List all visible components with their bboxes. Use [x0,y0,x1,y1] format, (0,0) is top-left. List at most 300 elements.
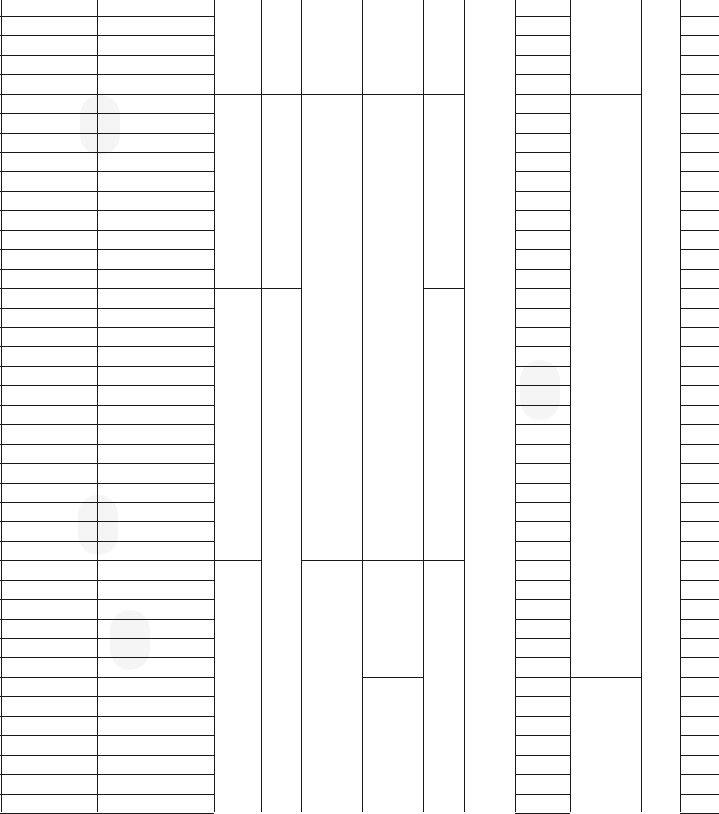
catalog-number-cell [0,327,97,346]
column-divider [680,0,681,812]
row-divider [680,444,719,445]
blank-cell [680,269,719,288]
catalog-number-cell [0,153,97,172]
row-divider [97,210,214,211]
row-divider [515,735,570,736]
row-divider [0,521,97,522]
blank-cell [680,541,719,560]
row-divider [0,463,97,464]
merged-cell [214,561,261,814]
row-divider [0,16,97,17]
row-divider [515,638,570,639]
row-divider [515,16,570,17]
column-divider [641,0,642,812]
row-divider [0,308,97,309]
row-divider [0,269,97,270]
row-divider [680,230,719,231]
blank-cell [680,580,719,599]
row-divider [515,580,570,581]
group-divider [423,560,464,561]
blank-cell [680,619,719,638]
catalog-number-cell [0,308,97,327]
blank-cell [680,697,719,716]
table-left-border [1,0,2,812]
group-divider [97,560,214,561]
row-divider [680,580,719,581]
catalog-number-cell [0,736,97,755]
value-cell [515,36,570,55]
blank-cell [680,736,719,755]
row-divider [0,444,97,445]
row-divider [97,755,214,756]
blank-cell [680,794,719,813]
blank-cell [680,172,719,191]
row-divider [515,794,570,795]
catalog-number-cell [0,677,97,696]
row-divider [680,133,719,134]
row-divider [0,113,97,114]
row-divider [97,541,214,542]
group-divider [301,560,362,561]
row-divider [97,424,214,425]
row-divider [680,541,719,542]
group-divider [423,288,464,289]
catalog-number-cell [0,366,97,385]
blank-cell [680,133,719,152]
row-divider [97,463,214,464]
row-divider [0,774,97,775]
catalog-number-cell [0,55,97,74]
row-divider [0,230,97,231]
row-divider [680,502,719,503]
blank-cell [680,230,719,249]
row-divider [97,774,214,775]
catalog-number-cell [0,483,97,502]
row-divider [97,249,214,250]
column-divider [423,0,424,812]
catalog-number-cell [0,133,97,152]
row-divider [515,385,570,386]
row-divider [680,696,719,697]
row-divider [97,657,214,658]
row-divider [0,638,97,639]
row-divider [680,405,719,406]
row-divider [0,210,97,211]
row-divider [97,385,214,386]
group-divider [362,560,423,561]
merged-cell [570,0,641,94]
row-divider [97,113,214,114]
row-divider [97,405,214,406]
group-divider [261,94,301,95]
row-divider [0,327,97,328]
catalog-number-cell [0,94,97,113]
row-divider [680,74,719,75]
blank-cell [680,405,719,424]
model-cell [97,75,214,94]
row-divider [680,346,719,347]
catalog-number-cell [0,600,97,619]
catalog-number-cell [0,775,97,794]
catalog-number-cell [0,36,97,55]
catalog-number-cell [0,269,97,288]
group-divider [515,94,570,95]
column-divider [515,0,516,812]
row-divider [680,638,719,639]
blank-cell [680,425,719,444]
blank-cell [680,16,719,35]
row-divider [515,483,570,484]
column-divider [97,0,98,812]
row-divider [0,133,97,134]
row-divider [680,599,719,600]
catalog-number-cell [0,191,97,210]
row-divider [515,230,570,231]
catalog-number-cell [0,697,97,716]
row-divider [0,55,97,56]
catalog-number-cell [0,289,97,308]
row-divider [515,346,570,347]
row-divider [0,657,97,658]
row-divider [0,35,97,36]
blank-cell [680,483,719,502]
row-divider [0,191,97,192]
row-divider [515,502,570,503]
row-divider [515,657,570,658]
blank-cell [680,94,719,113]
merged-cell [423,289,464,561]
group-divider [423,94,464,95]
column-divider [570,0,571,812]
row-divider [515,677,570,678]
merged-cell [570,94,641,677]
blank-cell [680,289,719,308]
catalog-number-cell [0,211,97,230]
blank-cell [680,386,719,405]
row-divider [515,619,570,620]
row-divider [515,541,570,542]
row-divider [680,677,719,678]
row-divider [0,249,97,250]
row-divider [97,677,214,678]
merged-cell [362,677,423,813]
catalog-number-cell [0,541,97,560]
row-divider [0,560,97,561]
row-divider [515,308,570,309]
row-divider [0,385,97,386]
blank-cell [680,211,719,230]
value-cell [515,0,570,16]
row-divider [97,346,214,347]
catalog-number-cell [0,464,97,483]
row-divider [680,171,719,172]
catalog-number-cell [0,114,97,133]
row-divider [97,133,214,134]
merged-cell [214,289,261,561]
merged-cell [261,289,301,814]
group-divider [97,288,214,289]
row-divider [97,599,214,600]
blank-cell [680,716,719,735]
catalog-number-cell [0,639,97,658]
row-divider [0,405,97,406]
group-divider [97,94,214,95]
row-divider [680,55,719,56]
row-divider [680,735,719,736]
row-divider [97,308,214,309]
catalog-number-cell [0,522,97,541]
catalog-number-cell [0,172,97,191]
row-divider [97,521,214,522]
row-divider [680,191,719,192]
row-divider [680,657,719,658]
blank-cell [680,775,719,794]
row-divider [515,560,570,561]
blank-cell [680,250,719,269]
row-divider [97,696,214,697]
row-divider [97,35,214,36]
row-divider [680,113,719,114]
row-divider [515,133,570,134]
group-divider [301,94,362,95]
blank-cell [680,191,719,210]
row-divider [680,210,719,211]
model-cell [97,0,214,16]
row-divider [97,230,214,231]
merged-cell [214,94,261,288]
blank-cell [680,677,719,696]
row-divider [680,424,719,425]
row-divider [680,619,719,620]
value-cell [515,75,570,94]
row-divider [680,94,719,95]
row-divider [0,424,97,425]
row-divider [97,171,214,172]
row-divider [0,94,97,95]
group-divider [570,677,641,678]
row-divider [680,327,719,328]
merged-cell [301,561,362,814]
blank-cell [680,464,719,483]
catalog-number-cell [0,619,97,638]
row-divider [0,696,97,697]
column-divider [214,0,215,812]
row-divider [97,55,214,56]
row-divider [515,171,570,172]
row-divider [97,74,214,75]
group-divider [570,94,641,95]
row-divider [515,113,570,114]
row-divider [97,619,214,620]
blank-cell [680,444,719,463]
catalog-number-cell [0,0,97,16]
row-divider [97,580,214,581]
row-divider [515,424,570,425]
row-divider [680,269,719,270]
merged-cell [423,561,464,814]
model-cell [97,16,214,35]
catalog-number-cell [0,794,97,813]
row-divider [97,638,214,639]
row-divider [515,269,570,270]
row-divider [97,16,214,17]
merged-cell [423,94,464,288]
catalog-number-cell [0,425,97,444]
group-divider [214,94,261,95]
row-divider [0,288,97,289]
row-divider [515,599,570,600]
row-divider [0,794,97,795]
row-divider [0,599,97,600]
catalog-number-cell [0,502,97,521]
row-divider [515,55,570,56]
row-divider [97,735,214,736]
row-divider [0,346,97,347]
column-divider [464,0,465,812]
row-divider [515,716,570,717]
catalog-number-cell [0,716,97,735]
row-divider [0,366,97,367]
row-divider [680,560,719,561]
row-divider [515,366,570,367]
catalog-number-cell [0,444,97,463]
row-divider [680,774,719,775]
blank-cell [680,561,719,580]
catalog-number-cell [0,75,97,94]
catalog-number-cell [0,16,97,35]
blank-cell [680,522,719,541]
group-divider [362,94,423,95]
merged-cell [261,94,301,288]
model-cell [97,36,214,55]
row-divider [97,483,214,484]
catalog-number-cell [0,658,97,677]
catalog-number-cell [0,755,97,774]
row-divider [680,483,719,484]
row-divider [680,755,719,756]
row-divider [680,288,719,289]
row-divider [0,716,97,717]
blank-cell [680,755,719,774]
row-divider [0,755,97,756]
row-divider [0,619,97,620]
value-cell [515,16,570,35]
row-divider [680,308,719,309]
row-divider [97,191,214,192]
blank-cell [680,639,719,658]
blank-cell [680,600,719,619]
value-cell [515,55,570,74]
row-divider [515,249,570,250]
row-divider [0,735,97,736]
blank-cell [680,75,719,94]
row-divider [680,366,719,367]
row-divider [97,152,214,153]
blank-cell [680,502,719,521]
merged-cell [515,94,570,813]
row-divider [97,716,214,717]
blank-cell [680,153,719,172]
row-divider [0,541,97,542]
column-divider [362,0,363,812]
row-divider [0,152,97,153]
row-divider [515,152,570,153]
model-cell [97,55,214,74]
row-divider [97,366,214,367]
row-divider [0,171,97,172]
catalog-number-cell [0,230,97,249]
group-divider [362,677,423,678]
row-divider [515,696,570,697]
row-divider [97,794,214,795]
row-divider [680,35,719,36]
row-divider [515,444,570,445]
row-divider [97,444,214,445]
row-divider [515,74,570,75]
merged-cell [570,677,641,813]
row-divider [515,191,570,192]
group-divider [214,288,261,289]
row-divider [680,249,719,250]
row-divider [515,755,570,756]
catalog-number-cell [0,386,97,405]
row-divider [515,463,570,464]
row-divider [680,521,719,522]
column-divider [301,0,302,812]
catalog-number-cell [0,347,97,366]
row-divider [0,580,97,581]
column-divider [261,0,262,812]
merged-cell [301,94,362,561]
row-divider [97,327,214,328]
blank-cell [680,658,719,677]
row-divider [515,327,570,328]
catalog-number-cell [0,561,97,580]
merged-cell [362,0,423,94]
row-divider [515,288,570,289]
row-divider [0,677,97,678]
blank-cell [680,366,719,385]
row-divider [680,152,719,153]
row-divider [680,463,719,464]
catalog-number-cell [0,405,97,424]
row-divider [515,35,570,36]
merged-cell [362,94,423,561]
row-divider [0,74,97,75]
blank-cell [680,0,719,16]
blank-cell [680,114,719,133]
group-divider [261,288,301,289]
blank-cell [680,347,719,366]
catalog-number-cell [0,250,97,269]
row-divider [680,716,719,717]
blank-cell [680,308,719,327]
row-divider [680,794,719,795]
row-divider [515,521,570,522]
row-divider [515,405,570,406]
row-divider [0,502,97,503]
row-divider [680,16,719,17]
row-divider [515,774,570,775]
row-divider [515,210,570,211]
row-divider [0,483,97,484]
blank-cell [680,327,719,346]
row-divider [97,269,214,270]
row-divider [97,502,214,503]
row-divider [680,385,719,386]
group-divider [214,560,261,561]
blank-cell [680,55,719,74]
